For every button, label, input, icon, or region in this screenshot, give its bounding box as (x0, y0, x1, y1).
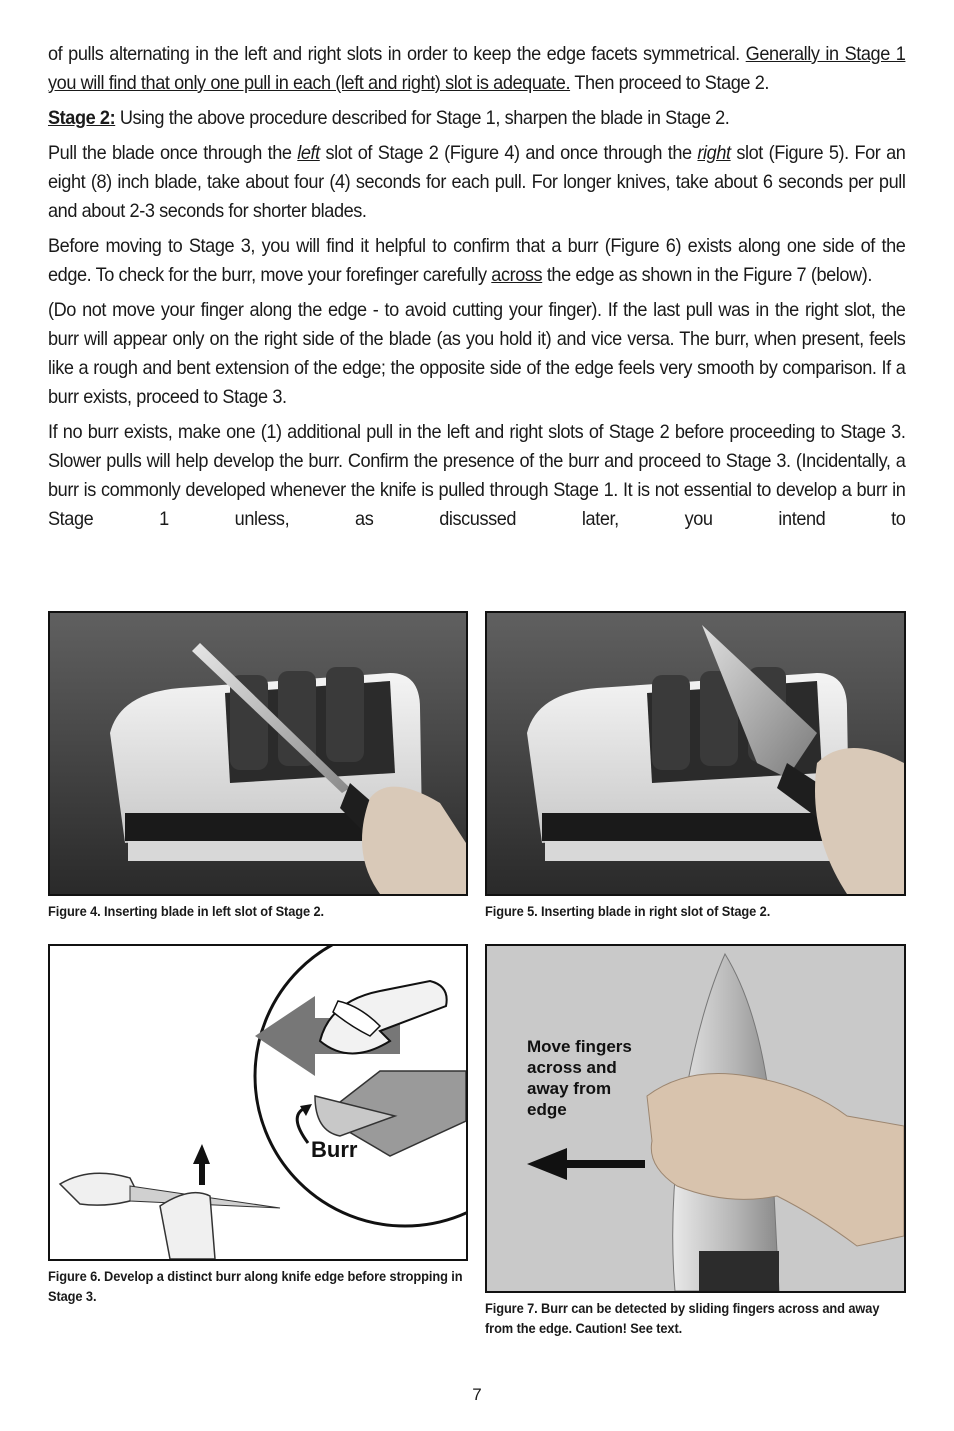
p2-text: Using the above procedure described for Stage 1, sharpen the blade in Stage 2. (115, 107, 730, 129)
figure-7-caption: Figure 7. Burr can be detected by sliding fingers across and away from the edge. Caution! See text. (485, 1301, 880, 1336)
paragraph-3 (48, 139, 905, 226)
paragraph-4 (48, 232, 905, 290)
sharpener-left-slot-illustration (50, 613, 466, 894)
stage-2-label: Stage 2: (48, 107, 116, 129)
right-emphasis: right (697, 142, 731, 164)
page-number: 7 (472, 1385, 482, 1404)
figure-4-caption: Figure 4. Inserting blade in left slot of Stage 2. (48, 904, 325, 919)
figure-5-caption: Figure 5. Inserting blade in right slot of Stage 2. (485, 904, 771, 919)
figure-7-label-line-1: Move fingers (527, 1037, 632, 1056)
figure-7-label-line-2: across and (527, 1058, 617, 1077)
burr-label: Burr (311, 1137, 358, 1162)
p4-text-a: Before moving to Stage 3, you will find it helpful to confirm that a burr (Figure 6) exists along one side of the edge. To check for the burr, move your forefinger carefully (48, 235, 906, 286)
across-emphasis: across (491, 264, 543, 286)
figure-6-caption: Figure 6. Develop a distinct burr along knife edge before stropping in Stage 3. (48, 1269, 463, 1304)
left-emphasis: left (297, 142, 320, 164)
figure-4-photo (48, 611, 468, 896)
paragraph-5: (Do not move your finger along the edge - to avoid cutting your finger). If the last pull was in the right slot, the burr will appear only on the right side of the blade (as you hold it) and vice versa. The burr, when present, feels like a rough and bent extension of the edge; the opposite side of the edge feels very smooth by comparison. If a burr exists, proceed to Stage 3. (48, 299, 906, 408)
figure-7-label-line-4: edge (527, 1100, 567, 1119)
p3-text-a: Pull the blade once through the (48, 142, 298, 164)
figure-6-illustration (48, 944, 468, 1261)
p4-text-b: the edge as shown in the Figure 7 (below). (542, 264, 872, 286)
p3-text-b: slot of Stage 2 (Figure 4) and once through the (319, 142, 698, 164)
paragraph-1 (48, 40, 905, 98)
burr-diagram (50, 946, 466, 1259)
figure-7-label (527, 1036, 632, 1120)
p1-underlined-text: Generally in Stage 1 you will find that only one pull in each (left and right) slot is adequate. (48, 43, 906, 94)
figure-7-photo (485, 944, 906, 1293)
figure-7-label-line-3: away from (527, 1079, 612, 1098)
sharpener-right-slot-illustration (487, 613, 904, 894)
p3-text-c: slot (Figure 5). For an eight (8) inch blade, take about four (4) seconds for each pull. For longer knives, take about 6 seconds per pull and about 2-3 seconds for shorter blades. (48, 142, 906, 222)
body-text (48, 40, 905, 540)
paragraph-2 (48, 104, 905, 133)
paragraph-6: If no burr exists, make one (1) additional pull in the left and right slots of Stage 2 before proceeding to Stage 3. Slower pulls will help develop the burr. Confirm the presence of the burr and proceed to Stage 3. (Incidentally, a burr is commonly developed whenever the knife is pulled through Stage 1. It is not essential to develop a burr in Stage 1 unless, as discussed later, you intend to (48, 421, 906, 530)
p1-text: of pulls alternating in the left and right slots in order to keep the edge facets symmetrical. (48, 43, 740, 65)
p1-text-end: Then proceed to Stage 2. (570, 72, 769, 94)
figure-5-photo (485, 611, 906, 896)
